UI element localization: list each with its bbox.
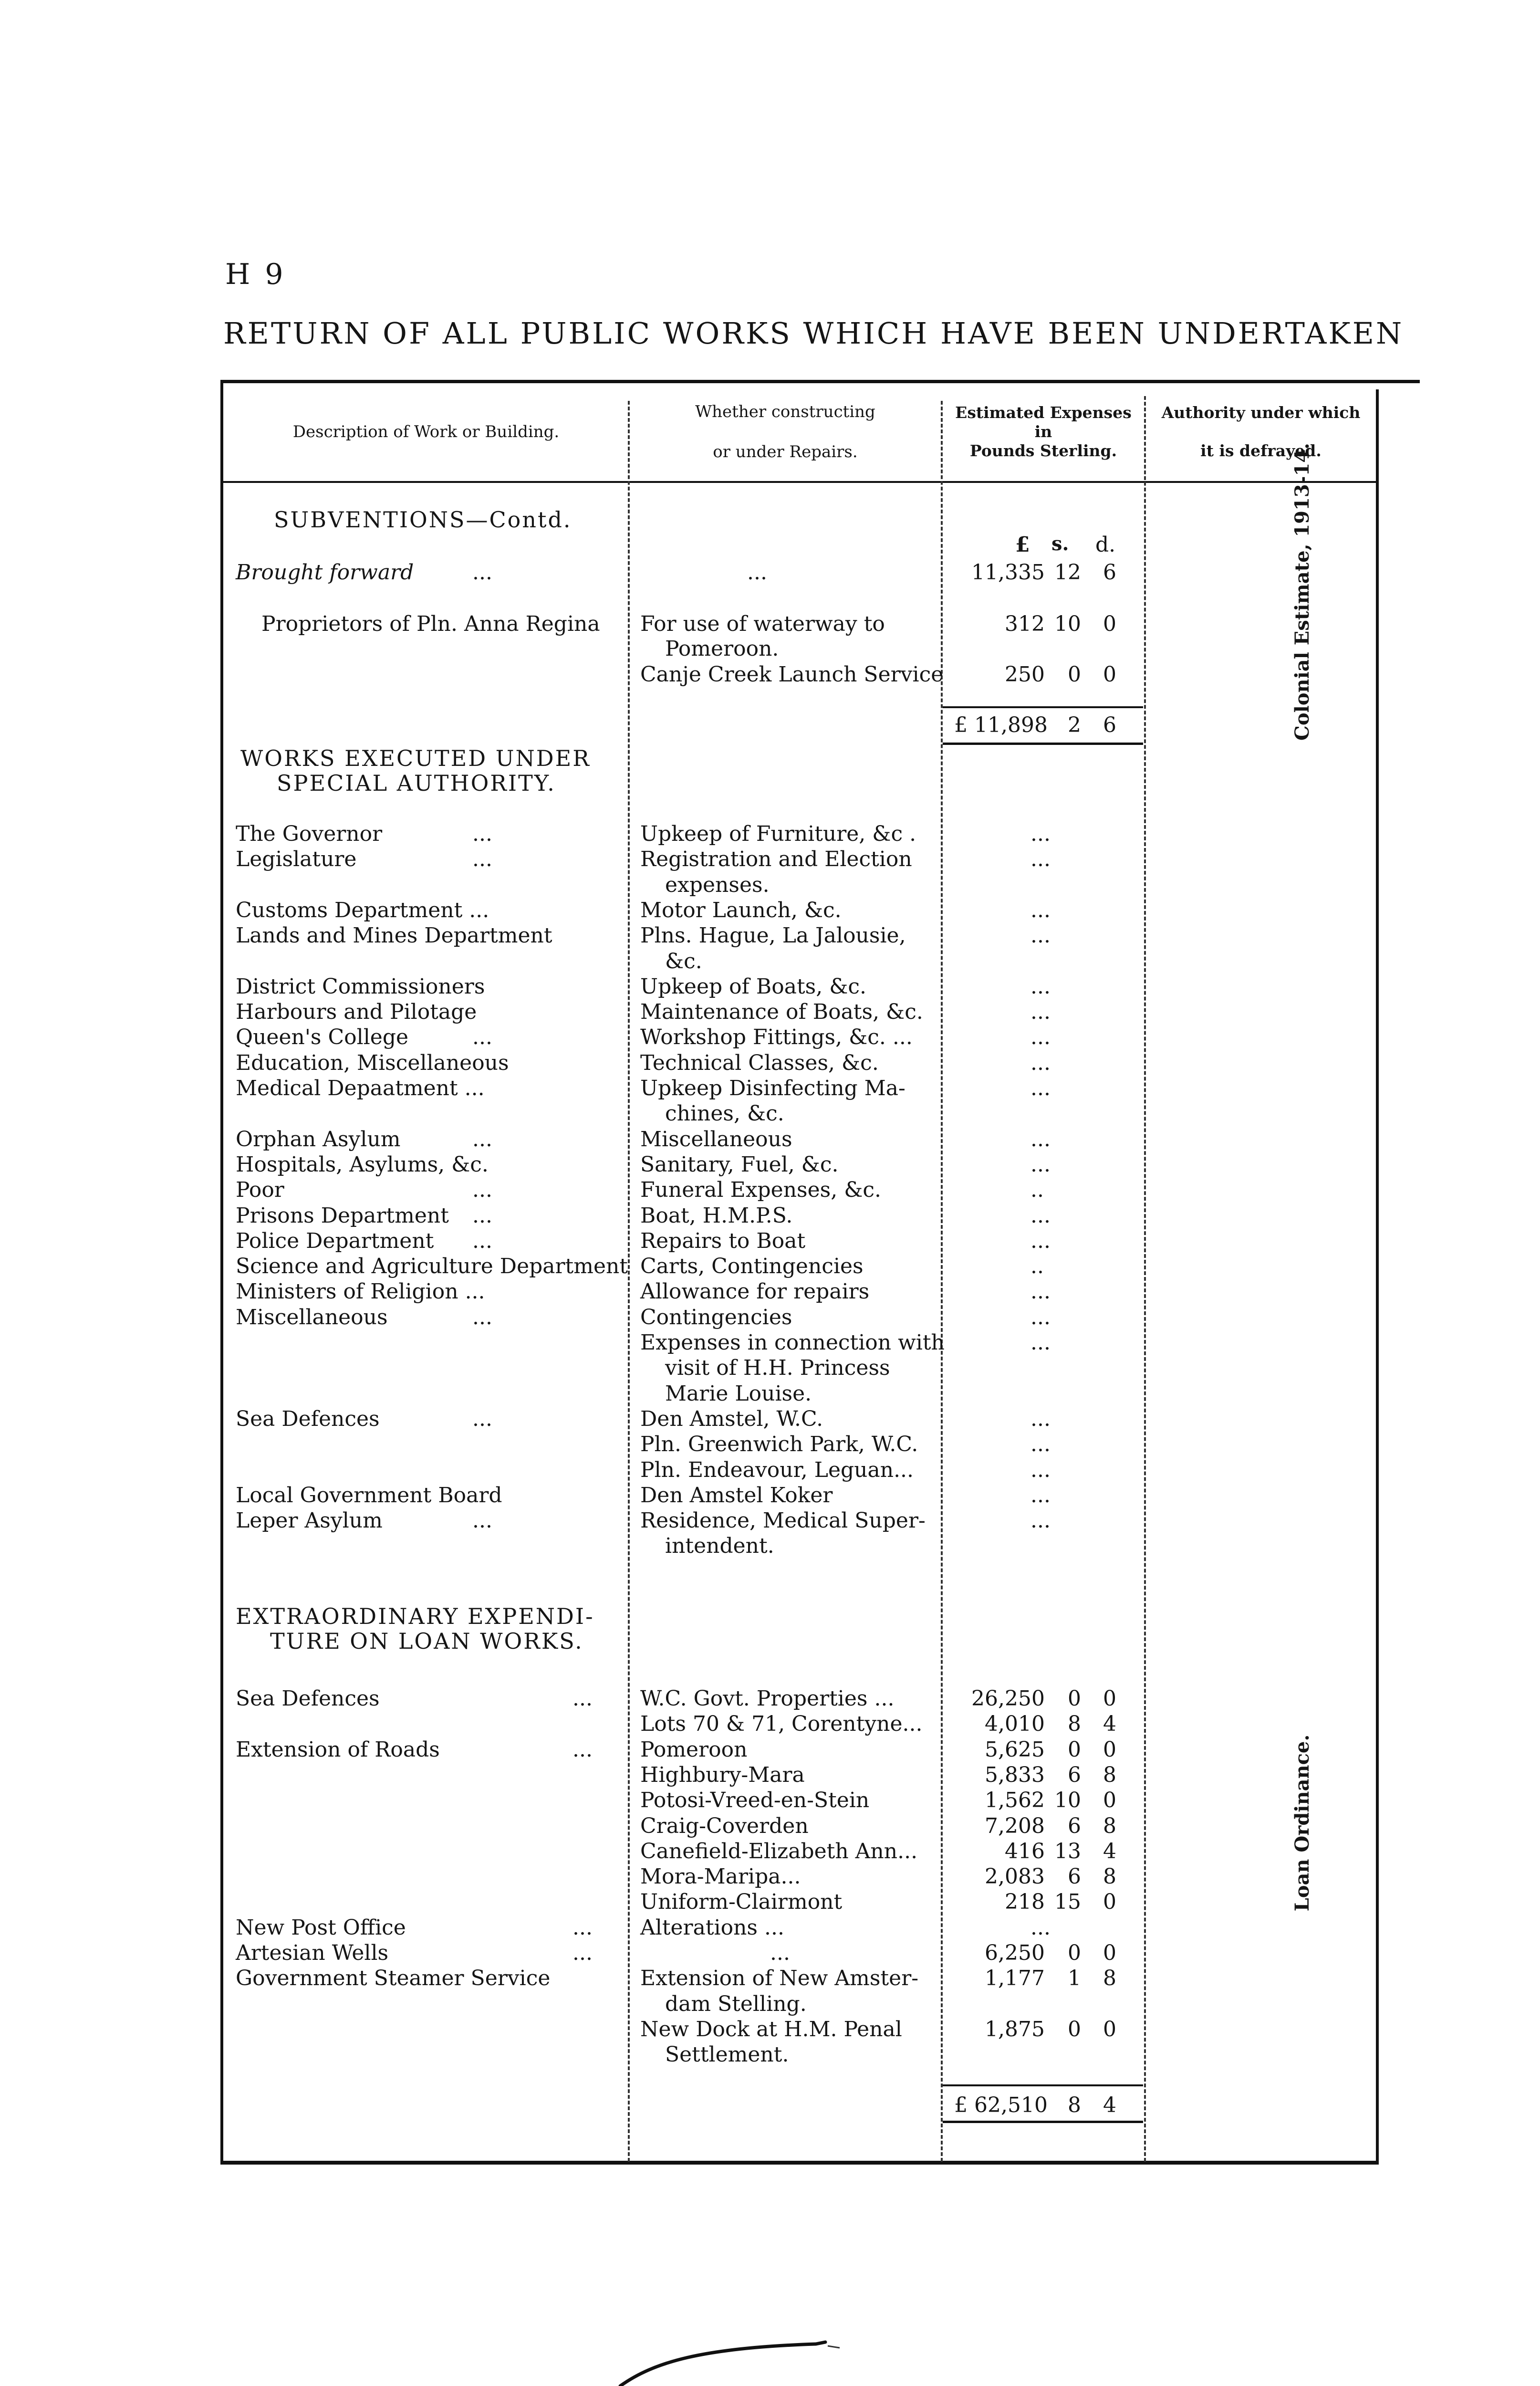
row-description: Medical Depaatment ...: [236, 1076, 485, 1100]
row-estimate-placeholder: ...: [1030, 1407, 1051, 1431]
row-description: Queen's College: [236, 1025, 409, 1049]
table-row: [0, 1127, 1540, 1152]
row-estimate-placeholder: ...: [1030, 1051, 1051, 1075]
amount-pounds: 7,208: [985, 1814, 1045, 1838]
amount-pounds: 312: [1005, 612, 1045, 636]
row-work: Uniform-Clairmont: [640, 1890, 843, 1914]
table-row: [0, 1432, 1540, 1457]
row-work: Den Amstel Koker: [640, 1483, 833, 1507]
table-row: [0, 1508, 1540, 1533]
table-row: [0, 1330, 1540, 1355]
row-estimate-placeholder: ...: [1030, 1330, 1051, 1355]
table-row: [0, 898, 1540, 923]
row-estimate-placeholder: ...: [1030, 1076, 1051, 1100]
row-work: Mora-Maripa...: [640, 1864, 801, 1889]
row-description: Prisons Department: [236, 1203, 449, 1228]
col3-header-line1: Estimated Expenses: [955, 403, 1132, 422]
total-shillings: 2: [1068, 713, 1081, 737]
row-description: Harbours and Pilotage: [236, 1000, 477, 1024]
row-estimate-placeholder: ..: [1030, 1178, 1044, 1202]
row-description: Hospitals, Asylums, &c.: [236, 1152, 489, 1177]
row-work: Potosi-Vreed-en-Stein: [640, 1788, 870, 1812]
table-row: [0, 1305, 1540, 1330]
authority-colonial-estimate: Colonial Estimate, 1913-14.: [1291, 443, 1313, 741]
table-row: [0, 1407, 1540, 1432]
table-row: [0, 923, 1540, 948]
amount-pounds: 11,335: [971, 560, 1045, 585]
row-description: Miscellaneous: [236, 1305, 388, 1329]
amount-shillings: 0: [1068, 2017, 1081, 2041]
amount-shillings: 0: [1068, 662, 1081, 687]
amount-shillings: 10: [1054, 1788, 1081, 1812]
row-leader: ...: [747, 560, 767, 585]
row-work: Boat, H.M.P.S.: [640, 1203, 793, 1228]
row-work: Pln. Endeavour, Leguan...: [640, 1458, 914, 1482]
row-work: For use of waterway to: [640, 612, 885, 636]
row-description: Poor: [236, 1178, 284, 1202]
row-estimate-placeholder: ...: [1030, 1483, 1051, 1507]
row-work: Maintenance of Boats, &c.: [640, 1000, 923, 1024]
row-estimate-placeholder: ...: [1030, 1915, 1051, 1940]
row-work: Expenses in connection with: [640, 1330, 945, 1355]
total-pence: 4: [1103, 2093, 1116, 2117]
row-work: Den Amstel, W.C.: [640, 1407, 823, 1431]
row-work: Pln. Greenwich Park, W.C.: [640, 1432, 918, 1456]
row-work: Residence, Medical Super-: [640, 1508, 926, 1533]
table-row: [0, 2017, 1540, 2042]
row-estimate-placeholder: ...: [1030, 822, 1051, 846]
amount-pence: 0: [1103, 1788, 1116, 1812]
row-work: Contingencies: [640, 1305, 792, 1329]
amount-pence: 0: [1103, 1737, 1116, 1762]
row-leader: ...: [472, 847, 492, 871]
amount-pence: 8: [1103, 1966, 1116, 1990]
amount-pounds: 2,083: [985, 1864, 1045, 1889]
amount-shillings: 0: [1068, 1686, 1081, 1711]
grandtotal-rule-top: [943, 2084, 1143, 2086]
table-row: [0, 1534, 1540, 1559]
currency-pence-symbol: d.: [1095, 533, 1116, 557]
amount-shillings: 13: [1054, 1839, 1081, 1863]
row-estimate-placeholder: ...: [1030, 1305, 1051, 1329]
row-work: Extension of New Amster-: [640, 1966, 919, 1990]
row-description: Sea Defences: [236, 1407, 380, 1431]
col2-header-line1: Whether constructing: [695, 402, 875, 421]
total-pounds: £ 11,898: [954, 713, 1048, 737]
row-work-continued: Pomeroon.: [665, 637, 779, 661]
total-pounds: £ 62,510: [954, 2093, 1048, 2117]
brought-forward-label: Brought forward: [236, 560, 414, 585]
total-row: [0, 2093, 1540, 2118]
row-estimate-placeholder: ...: [1030, 974, 1051, 999]
row-description: New Post Office: [236, 1915, 406, 1940]
total-shillings: 8: [1068, 2093, 1081, 2117]
row-work: Allowance for repairs: [640, 1279, 870, 1304]
table-row: [0, 1000, 1540, 1025]
row-work: &c.: [665, 949, 702, 973]
amount-shillings: 6: [1068, 1814, 1081, 1838]
subtotal-rule-bottom: [943, 743, 1143, 745]
table-top-rule: [220, 380, 1420, 383]
amount-pence: 4: [1103, 1839, 1116, 1863]
table-row: [0, 949, 1540, 974]
authority-loan-ordinance: Loan Ordinance.: [1291, 1734, 1313, 1912]
amount-shillings: 15: [1054, 1890, 1081, 1914]
table-row: [0, 2042, 1540, 2067]
table-row: [0, 1076, 1540, 1101]
amount-shillings: 10: [1054, 612, 1081, 636]
row-work: Alterations ...: [640, 1915, 784, 1940]
row-leader: ...: [472, 1127, 492, 1151]
row-leader: ...: [472, 1025, 492, 1049]
col3-header-line2: in: [1034, 422, 1052, 441]
table-row: [0, 1356, 1540, 1381]
amount-pounds: 1,562: [985, 1788, 1045, 1812]
header-rule: [220, 481, 1379, 483]
page-number: H 9: [225, 258, 286, 291]
section-special-authority-title-2: SPECIAL AUTHORITY.: [277, 770, 556, 796]
row-work: visit of H.H. Princess: [665, 1356, 890, 1380]
row-estimate-placeholder: ...: [1030, 1152, 1051, 1177]
total-pence: 6: [1103, 713, 1116, 737]
row-leader: ...: [472, 1508, 492, 1533]
amount-pounds: 5,833: [985, 1763, 1045, 1787]
row-work: Canefield-Elizabeth Ann...: [640, 1839, 918, 1863]
row-estimate-placeholder: ...: [1030, 1203, 1051, 1228]
page-title: RETURN OF ALL PUBLIC WORKS WHICH HAVE BEEN UNDERTAKEN: [223, 316, 1404, 351]
amount-shillings: 1: [1068, 1966, 1081, 1990]
row-leader: ...: [472, 822, 492, 846]
table-row: [0, 974, 1540, 999]
row-estimate-placeholder: ...: [1030, 1127, 1051, 1151]
subtotal-rule-top: [943, 706, 1143, 708]
row-description: Sea Defences: [236, 1686, 380, 1711]
amount-pence: 0: [1103, 662, 1116, 687]
table-row: [0, 1025, 1540, 1050]
row-work: Motor Launch, &c.: [640, 898, 842, 922]
row-leader: ...: [472, 1229, 492, 1253]
row-leader: ...: [572, 1686, 593, 1711]
row-description: Local Government Board: [236, 1483, 502, 1507]
amount-pounds: 218: [1005, 1890, 1045, 1914]
amount-pence: 0: [1103, 1890, 1116, 1914]
row-description: Artesian Wells: [236, 1941, 389, 1965]
table-row: [0, 1279, 1540, 1304]
section-loan-works-title-2: TURE ON LOAN WORKS.: [270, 1628, 583, 1654]
row-work: Upkeep of Boats, &c.: [640, 974, 866, 999]
section-loan-works-title-1: EXTRAORDINARY EXPENDI-: [236, 1603, 594, 1629]
table-row: [0, 1051, 1540, 1076]
amount-pence: 0: [1103, 2017, 1116, 2041]
row-work: chines, &c.: [665, 1101, 784, 1126]
row-work: Settlement.: [665, 2042, 789, 2067]
row-work: ...: [770, 1941, 790, 1965]
row-estimate-placeholder: ...: [1030, 847, 1051, 871]
row-work: New Dock at H.M. Penal: [640, 2017, 902, 2041]
amount-pounds: 1,875: [985, 2017, 1045, 2041]
table-bottom-rule: [220, 2161, 1379, 2165]
row-work: Lots 70 & 71, Corentyne...: [640, 1712, 923, 1736]
amount-pence: 0: [1103, 1686, 1116, 1711]
row-work: Upkeep of Furniture, &c .: [640, 822, 916, 846]
row-leader: ...: [572, 1915, 593, 1940]
row-leader: ...: [472, 1203, 492, 1228]
row-description: Government Steamer Service: [236, 1966, 551, 1990]
row-leader: ...: [472, 560, 492, 585]
amount-pounds: 6,250: [985, 1941, 1045, 1965]
row-work: Marie Louise.: [665, 1381, 812, 1406]
row-estimate-placeholder: ...: [1030, 1432, 1051, 1456]
row-work: W.C. Govt. Properties ...: [640, 1686, 895, 1711]
row-description: Orphan Asylum: [236, 1127, 401, 1151]
table-row: [0, 1381, 1540, 1406]
amount-pounds: 250: [1005, 662, 1045, 687]
row-work: Craig-Coverden: [640, 1814, 809, 1838]
row-description: Police Department: [236, 1229, 434, 1253]
amount-pence: 4: [1103, 1712, 1116, 1736]
table-row: [0, 1178, 1540, 1203]
amount-shillings: 6: [1068, 1864, 1081, 1889]
col3-header-line3: Pounds Sterling.: [969, 441, 1117, 460]
row-work: Sanitary, Fuel, &c.: [640, 1152, 839, 1177]
row-work: Miscellaneous: [640, 1127, 792, 1151]
amount-pounds: 5,625: [985, 1737, 1045, 1762]
amount-shillings: 0: [1068, 1737, 1081, 1762]
row-work: Highbury-Mara: [640, 1763, 805, 1787]
row-work: Carts, Contingencies: [640, 1254, 864, 1278]
row-work: Plns. Hague, La Jalousie,: [640, 923, 906, 948]
row-estimate-placeholder: ...: [1030, 923, 1051, 948]
amount-pence: 0: [1103, 612, 1116, 636]
row-work: intendent.: [665, 1534, 774, 1558]
row-work: Workshop Fittings, &c. ...: [640, 1025, 913, 1049]
section-special-authority-title-1: WORKS EXECUTED UNDER: [240, 745, 591, 771]
row-work: Repairs to Boat: [640, 1229, 806, 1253]
row-description: Legislature: [236, 847, 357, 871]
table-row: [0, 1229, 1540, 1254]
grandtotal-rule-bottom: [943, 2121, 1143, 2123]
row-work: Funeral Expenses, &c.: [640, 1178, 882, 1202]
row-leader: ...: [472, 1305, 492, 1329]
row-estimate-placeholder: ...: [1030, 1025, 1051, 1049]
row-description: Extension of Roads: [236, 1737, 440, 1762]
amount-pounds: 1,177: [985, 1966, 1045, 1990]
amount-pence: 8: [1103, 1864, 1116, 1889]
row-description: Lands and Mines Department: [236, 923, 552, 948]
watermark: [1093, 2379, 1540, 2386]
row-work: Pomeroon: [640, 1737, 748, 1762]
table-row: [0, 822, 1540, 847]
amount-shillings: 12: [1054, 560, 1081, 585]
row-work: Canje Creek Launch Service: [640, 662, 944, 687]
row-description: Ministers of Religion ...: [236, 1279, 485, 1304]
row-work: dam Stelling.: [665, 1992, 807, 2016]
row-leader: ...: [572, 1941, 593, 1965]
row-work: Upkeep Disinfecting Ma-: [640, 1076, 905, 1100]
amount-pence: 8: [1103, 1814, 1116, 1838]
amount-pence: 6: [1103, 560, 1116, 585]
table-row: [0, 873, 1540, 898]
row-description: Leper Asylum: [236, 1508, 383, 1533]
col1-header: Description of Work or Building.: [292, 422, 560, 441]
table-row: [0, 1458, 1540, 1483]
amount-shillings: 0: [1068, 1941, 1081, 1965]
row-description: Customs Department ...: [236, 898, 489, 922]
currency-pound-symbol: £: [1015, 533, 1030, 557]
row-description: Proprietors of Pln. Anna Regina: [261, 612, 600, 636]
amount-pounds: 4,010: [985, 1712, 1045, 1736]
amount-pounds: 26,250: [971, 1686, 1045, 1711]
col4-header-line1: Authority under which: [1161, 403, 1361, 422]
amount-pence: 8: [1103, 1763, 1116, 1787]
col4-header-line2: it is defrayed.: [1200, 441, 1321, 460]
table-row: [0, 1254, 1540, 1279]
row-work: expenses.: [665, 873, 770, 897]
amount-pence: 0: [1103, 1941, 1116, 1965]
col2-header-line2: or under Repairs.: [713, 442, 858, 461]
row-leader: ...: [472, 1407, 492, 1431]
row-work: Registration and Election: [640, 847, 912, 871]
row-description: Science and Agriculture Department: [236, 1254, 628, 1278]
table-row: [0, 1101, 1540, 1126]
row-leader: ...: [472, 1178, 492, 1202]
row-description: District Commissioners: [236, 974, 485, 999]
table-row: [0, 1483, 1540, 1508]
table-row: [0, 847, 1540, 872]
row-estimate-placeholder: ...: [1030, 1229, 1051, 1253]
row-description: The Governor: [236, 822, 383, 846]
row-estimate-placeholder: ..: [1030, 1254, 1044, 1278]
table-row: [0, 1152, 1540, 1177]
row-estimate-placeholder: ...: [1030, 1279, 1051, 1304]
amount-pounds: 416: [1005, 1839, 1045, 1863]
row-estimate-placeholder: ...: [1030, 898, 1051, 922]
row-description: Education, Miscellaneous: [236, 1051, 509, 1075]
row-leader: ...: [572, 1737, 593, 1762]
row-estimate-placeholder: ...: [1030, 1000, 1051, 1024]
currency-shillings-symbol: s.: [1051, 533, 1069, 555]
ink-scrawl: [615, 2329, 864, 2386]
table-row: [0, 1203, 1540, 1228]
section-subventions-title: SUBVENTIONS—Contd.: [274, 507, 572, 533]
amount-shillings: 6: [1068, 1763, 1081, 1787]
row-work: Technical Classes, &c.: [640, 1051, 879, 1075]
row-estimate-placeholder: ...: [1030, 1508, 1051, 1533]
amount-shillings: 8: [1068, 1712, 1081, 1736]
row-estimate-placeholder: ...: [1030, 1458, 1051, 1482]
